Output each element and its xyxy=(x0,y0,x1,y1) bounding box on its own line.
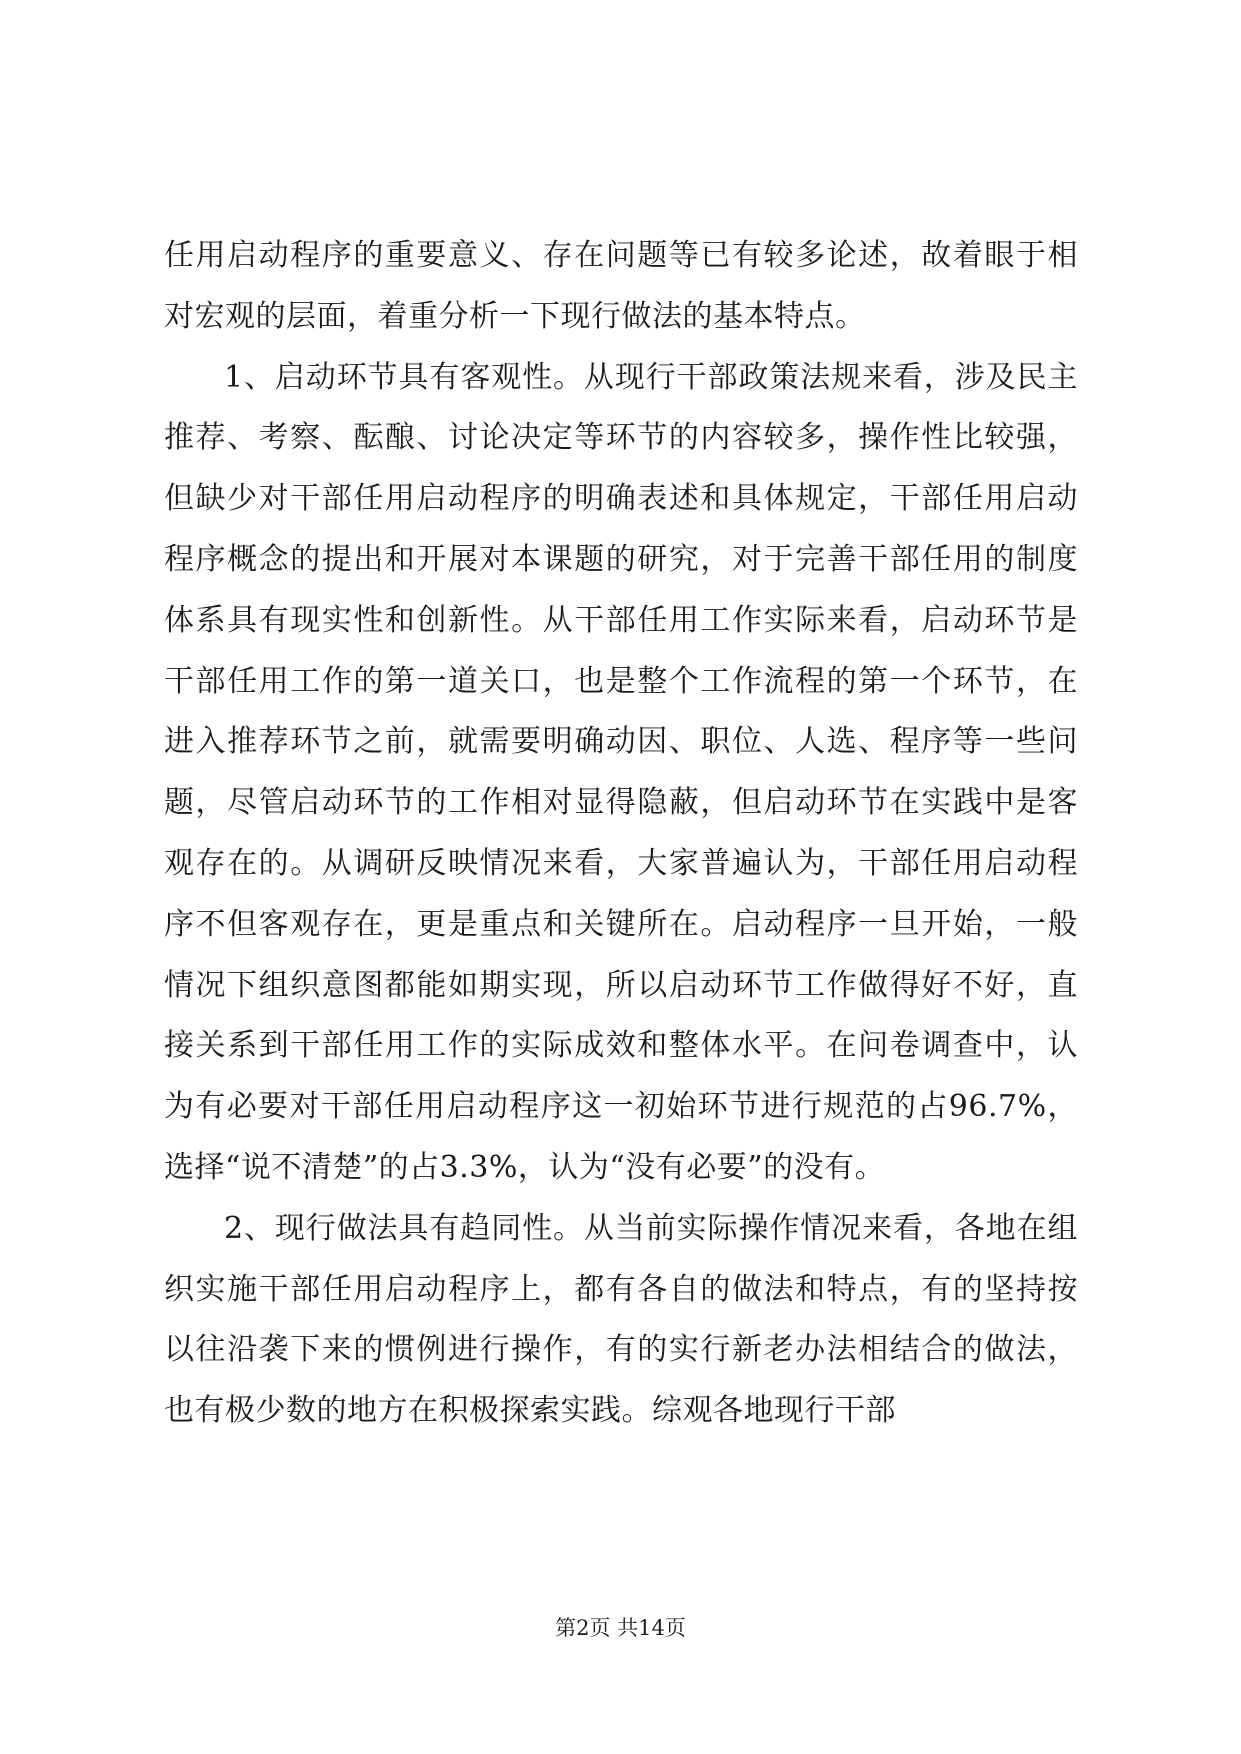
paragraph-continuation: 任用启动程序的重要意义、存在问题等已有较多论述，故着眼于相对宏观的层面，着重分析一下现行做法的基本特点。 xyxy=(164,238,1078,334)
paragraph-point-1: 1、启动环节具有客观性。从现行干部政策法规来看，涉及民主推荐、考察、酝酿、讨论决定等环节的内容较多，操作性比较强，但缺少对干部任用启动程序的明确表述和具体规定，干部任用启动程序概念的提出和开展对本课题的研究，对于完善干部任用的制度体系具有现实性和创新性。从干部任用工作实际来看，启动环节是干部任用工作的第一道关口，也是整个工作流程的第一个环节，在进入推荐环节之前，就需要明确动因、职位、人选、程序等一些问题，尽管启动环节的工作相对显得隐蔽，但启动环节在实践中是客观存在的。从调研反映情况来看，大家普遍认为，干部任用启动程序不但客观存在，更是重点和关键所在。启动程序一旦开始，一般情况下组织意图都能如期实现，所以启动环节工作做得好不好，直接关系到干部任用工作的实际成效和整体水平。在问卷调查中，认为有必要对干部任用启动程序这一初始环节进行规范的占96.7%，选择“说不清楚”的占3.3%，认为“没有必要”的没有。 xyxy=(164,359,1078,1185)
page-footer: 第2页 共14页 xyxy=(555,1616,686,1640)
document-body xyxy=(164,226,1078,1442)
paragraph-point-2: 2、现行做法具有趋同性。从当前实际操作情况来看，各地在组织实施干部任用启动程序上，都有各自的做法和特点，有的坚持按以往沿袭下来的惯例进行操作，有的实行新老办法相结合的做法，也有极少数的地方在积极探索实践。综观各地现行干部 xyxy=(164,1210,1078,1429)
